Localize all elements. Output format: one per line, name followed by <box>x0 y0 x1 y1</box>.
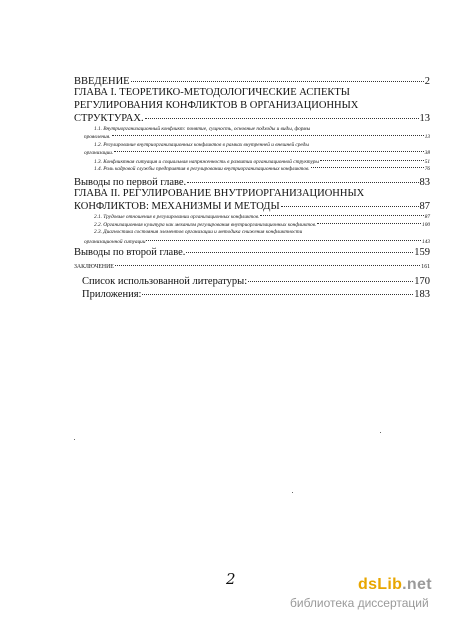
toc-entry-section-1-4 <box>94 166 430 172</box>
leader-dots <box>260 215 423 216</box>
leader-dots <box>317 223 421 224</box>
toc-entry-page: 51 <box>424 159 430 165</box>
section-1-3-title: 1.3. Конфликтная ситуация и социальная напряженность в развитии организационной структуры <box>94 159 320 165</box>
section-1-1-line-2: проявления. <box>84 134 111 140</box>
leader-dots <box>248 281 413 282</box>
leader-dots <box>281 206 419 207</box>
watermark <box>290 576 432 610</box>
toc-entry-section-2-2 <box>94 222 430 228</box>
chapter-2-title-line-2: КОНФЛИКТОВ: МЕХАНИЗМЫ И МЕТОДЫ <box>74 201 280 212</box>
toc-entry-title: ЗАКЛЮЧЕНИЕ <box>74 264 114 270</box>
toc-entry-page: 13 <box>419 113 430 124</box>
toc-entry-section-2-3 <box>84 239 430 245</box>
section-2-2-title: 2.2. Организационная культура как механизм регулирования внутриорганизационных конфликтов. <box>94 222 317 228</box>
leader-dots <box>145 118 419 119</box>
section-1-1-line-1: 1.1. Внутриорганизационный конфликт: понятие, сущность, основные подходы и виды, формы <box>94 126 311 132</box>
toc-entry-section-1-3 <box>94 159 430 165</box>
toc-entry-page: 170 <box>414 276 430 287</box>
chapter-1-title-line-3: СТРУКТУРАХ. <box>74 113 144 124</box>
chapter-1-title-line-2: РЕГУЛИРОВАНИЯ КОНФЛИКТОВ В ОРГАНИЗАЦИОННЫХ <box>74 100 359 111</box>
toc-entry-page: 143 <box>422 239 430 245</box>
toc-entry-page: 161 <box>421 264 430 270</box>
toc-entry-page: 2 <box>424 76 430 87</box>
chapter-2-title-line-1: ГЛАВА II. РЕГУЛИРОВАНИЕ ВНУТРИОРГАНИЗАЦИОННЫХ <box>74 188 365 199</box>
toc-entry-appendices <box>82 289 430 300</box>
chapter-1-title-line-1: ГЛАВА I. ТЕОРЕТИКО-МЕТОДОЛОГИЧЕСКИЕ АСПЕКТЫ <box>74 87 350 98</box>
leader-dots <box>131 81 424 82</box>
leader-dots <box>115 265 420 266</box>
toc-entry-title: ВВЕДЕНИЕ <box>74 76 130 87</box>
watermark-brand-part-1: dsLib <box>358 576 403 593</box>
toc-entry-conclusions-2 <box>74 247 430 258</box>
section-2-1-title: 2.1. Трудовые отношения в регулировании организационных конфликтов. <box>94 214 260 220</box>
table-of-contents <box>0 0 450 300</box>
toc-entry-chapter-1 <box>74 113 430 124</box>
section-1-2-line-2: организации. <box>84 150 114 156</box>
toc-entry-section-1-2 <box>84 150 430 156</box>
toc-entry-intro <box>74 76 430 87</box>
leader-dots <box>142 294 413 295</box>
section-2-3-line-1: 2.3. Диагностика состояния элементов организации и методика снижения конфликтности <box>94 229 303 235</box>
toc-entry-page: 87 <box>424 214 430 220</box>
toc-entry-page: 38 <box>424 150 430 156</box>
watermark-subtitle: библиотека диссертаций <box>290 596 429 610</box>
section-2-3-line-2: организационной ситуации <box>84 239 146 245</box>
toc-entry-page: 159 <box>414 247 430 258</box>
toc-entry-title: Выводы по второй главе. <box>74 247 186 258</box>
toc-entry-page: 100 <box>422 222 430 228</box>
toc-entry-page: 76 <box>424 166 430 172</box>
toc-entry-page: 13 <box>424 134 430 140</box>
toc-entry-references <box>82 276 430 287</box>
toc-entry-title: Приложения: <box>82 289 142 300</box>
leader-dots <box>186 252 413 253</box>
watermark-brand <box>358 576 432 594</box>
toc-entry-page: 183 <box>414 289 430 300</box>
toc-entry-title: Список использованной литературы: <box>82 276 248 287</box>
toc-entry-section-1-1 <box>84 134 430 140</box>
watermark-brand-part-2: .net <box>402 576 432 593</box>
toc-entry-page: 83 <box>419 177 430 188</box>
leader-dots <box>320 160 424 161</box>
scan-speck <box>74 439 75 440</box>
section-1-4-title: 1.4. Роль кадровой службы предприятия в регулировании внутриорганизационных конфликтов. <box>94 166 310 172</box>
section-1-2-line-1: 1.2. Регулирование внутриорганизационных конфликтов в рамках внутренней и внешней среды <box>94 142 309 148</box>
leader-dots <box>114 151 423 152</box>
toc-entry-conclusions-1 <box>74 177 430 188</box>
toc-entry-chapter-2 <box>74 201 430 212</box>
leader-dots <box>146 240 421 241</box>
toc-entry-conclusion <box>74 264 430 270</box>
leader-dots <box>112 135 424 136</box>
handwritten-page-number: 2 <box>226 570 236 588</box>
scan-speck <box>380 432 381 433</box>
scan-speck <box>292 492 293 493</box>
leader-dots <box>311 167 424 168</box>
toc-entry-page: 87 <box>419 201 430 212</box>
toc-entry-title: Выводы по первой главе. <box>74 177 187 188</box>
toc-entry-section-2-1 <box>94 214 430 220</box>
leader-dots <box>187 182 418 183</box>
